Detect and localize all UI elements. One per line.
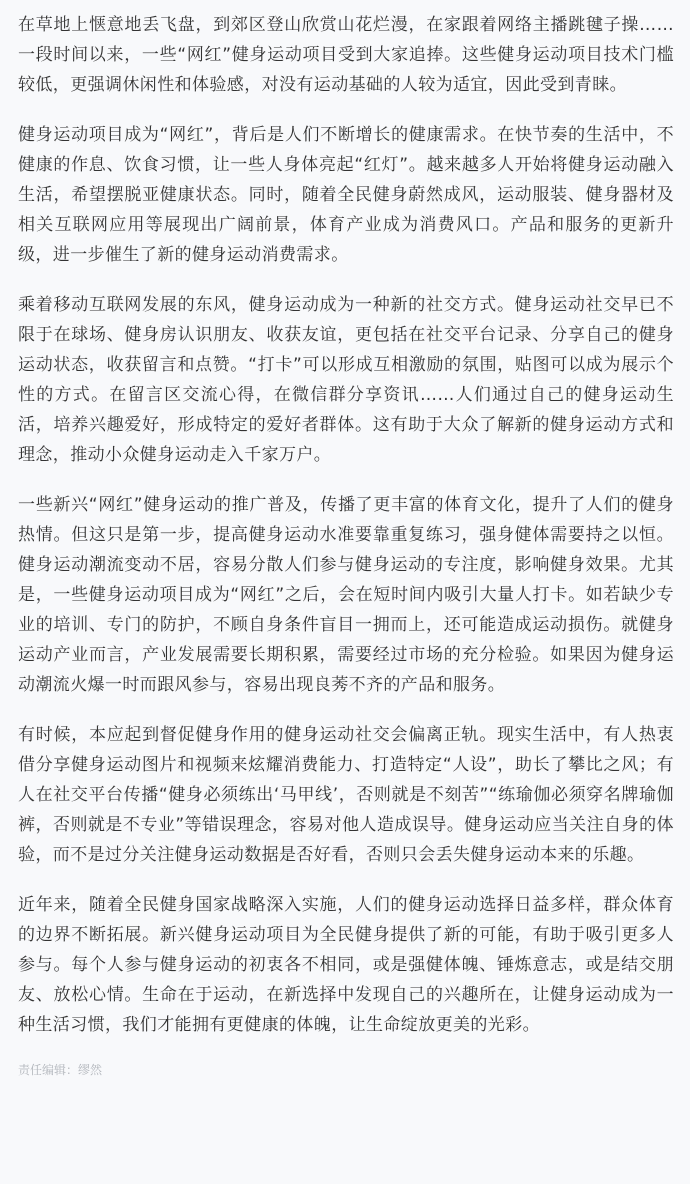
editor-credit: 责任编辑：缪然 <box>18 1063 103 1077</box>
article-paragraph-1: 在草地上惬意地丢飞盘，到郊区登山欣赏山花烂漫，在家跟着网络主播跳毽子操……一段时间以来，一些“网红”健身运动项目受到大家追捧。这些健身运动项目技术门槛较低，更强调休闲性和体验感，对没有运动基础的人较为适宜，因此受到青睐。 <box>18 15 674 95</box>
article-paragraph-6: 近年来，随着全民健身国家战略深入实施，人们的健身运动选择日益多样，群众体育的边界不断拓展。新兴健身运动项目为全民健身提供了新的可能，有助于吸引更多人参与。每个人参与健身运动的初衷各不相同，或是强健体魄、锤炼意志，或是结交朋友、放松心情。生命在于运动，在新选择中发现自己的兴趣所在，让健身运动成为一种生活习惯，我们才能拥有更健康的体魄，让生命绽放更美的光彩。 <box>18 895 674 1035</box>
article-paragraph-3: 乘着移动互联网发展的东风，健身运动成为一种新的社交方式。健身运动社交早已不限于在球场、健身房认识朋友、收获友谊，更包括在社交平台记录、分享自己的健身运动状态，收获留言和点赞。“打卡”可以形成互相激励的氛围，贴图可以成为展示个性的方式。在留言区交流心得，在微信群分享资讯……人们通过自己的健身运动生活，培养兴趣爱好，形成特定的爱好者群体。这有助于大众了解新的健身运动方式和理念，推动小众健身运动走入千家万户。 <box>18 295 674 465</box>
article-paragraph-4: 一些新兴“网红”健身运动的推广普及，传播了更丰富的体育文化，提升了人们的健身热情。但这只是第一步，提高健身运动水准要靠重复练习，强身健体需要持之以恒。健身运动潮流变动不居，容易分散人们参与健身运动的专注度，影响健身效果。尤其是，一些健身运动项目成为“网红”之后，会在短时间内吸引大量人打卡。如若缺少专业的培训、专门的防护，不顾自身条件盲目一拥而上，还可能造成运动损伤。就健身运动产业而言，产业发展需要长期积累，需要经过市场的充分检验。如果因为健身运动潮流火爆一时而跟风参与，容易出现良莠不齐的产品和服务。 <box>18 495 674 695</box>
article-paragraph-2: 健身运动项目成为“网红”，背后是人们不断增长的健康需求。在快节奏的生活中，不健康的作息、饮食习惯，让一些人身体亮起“红灯”。越来越多人开始将健身运动融入生活，希望摆脱亚健康状态。同时，随着全民健身蔚然成风，运动服装、健身器材及相关互联网应用等展现出广阔前景，体育产业成为消费风口。产品和服务的更新升级，进一步催生了新的健身运动消费需求。 <box>18 125 674 265</box>
article-paragraph-5: 有时候，本应起到督促健身作用的健身运动社交会偏离正轨。现实生活中，有人热衷借分享健身运动图片和视频来炫耀消费能力、打造特定“人设”，助长了攀比之风；有人在社交平台传播“健身必须练出‘马甲线’，否则就是不刻苦”“练瑜伽必须穿名牌瑜伽裤，否则就是不专业”等错误理念，容易对他人造成误导。健身运动应当关注自身的体验，而不是过分关注健身运动数据是否好看，否则只会丢失健身运动本来的乐趣。 <box>18 725 674 865</box>
